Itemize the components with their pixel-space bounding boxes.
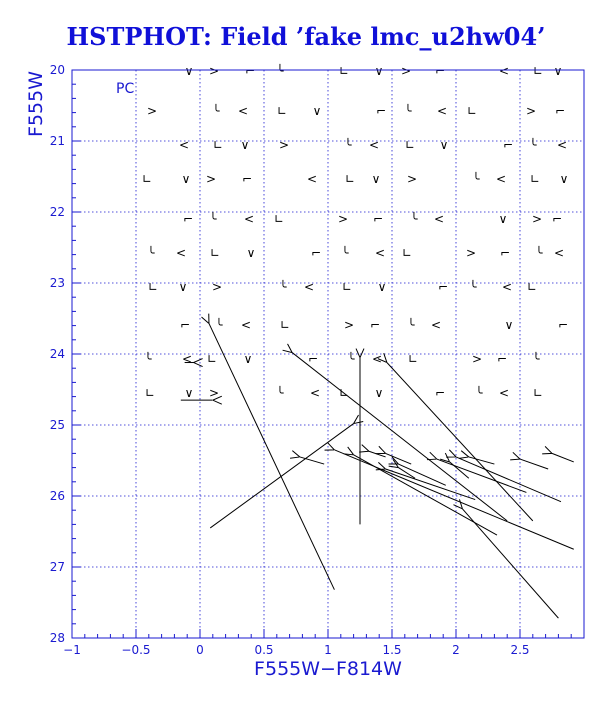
error-vector (386, 469, 476, 500)
small-vector-glyph: ∨ (243, 352, 253, 366)
error-vector (387, 363, 533, 521)
y-tick-label: 23 (49, 276, 65, 290)
y-tick-label: 26 (49, 489, 65, 503)
small-vector-glyph: ╰ (529, 138, 537, 152)
small-vector-glyph: ∨ (246, 246, 256, 260)
small-vector-glyph: > (400, 64, 412, 78)
small-vector-glyph: < (501, 280, 513, 294)
y-tick-label: 24 (49, 347, 65, 361)
small-vector-glyph: < (175, 246, 187, 260)
small-vector-glyph: ╰ (212, 104, 220, 118)
small-vector-glyph: ╰ (469, 280, 477, 294)
small-vector-glyph: ⌐ (372, 212, 384, 226)
small-vector-glyph: > (531, 212, 543, 226)
small-vector-glyph: < (306, 172, 318, 186)
small-vector-glyph: ∨ (371, 172, 381, 186)
small-vector-glyph: ╰ (341, 246, 349, 260)
error-vector (334, 450, 573, 549)
panel-label: PC (116, 81, 135, 97)
small-vector-glyph: < (368, 138, 380, 152)
small-vector-glyph: ∟ (344, 172, 356, 186)
small-vector-glyph: ∨ (178, 280, 188, 294)
small-vector-glyph: ╰ (279, 280, 287, 294)
small-vector-glyph: ∟ (466, 104, 478, 118)
small-vector-glyph: ⌐ (375, 104, 387, 118)
y-tick-label: 22 (49, 205, 65, 219)
small-vector-glyph: ∟ (338, 386, 350, 400)
vector-field (181, 323, 574, 618)
small-vector-glyph: ⌐ (496, 352, 508, 366)
small-vector-glyph: ∨ (553, 64, 563, 78)
chart-title: HSTPHOT: Field ’fake lmc_u2hw04’ (66, 22, 546, 51)
small-vector-glyph: ∨ (498, 212, 508, 226)
small-vector-glyph: ⌐ (434, 64, 446, 78)
small-vector-glyph: ∟ (338, 64, 350, 78)
small-vector-glyph: ⌐ (502, 138, 514, 152)
small-vector-glyph: ⌐ (182, 212, 194, 226)
small-vector-glyph: ∟ (209, 246, 221, 260)
small-vector-glyph: ∟ (144, 386, 156, 400)
small-vector-glyph: ╰ (209, 212, 217, 226)
small-vector-glyph: ∨ (374, 386, 384, 400)
small-vector-glyph: ╰ (472, 172, 480, 186)
small-vector-glyph: < (178, 138, 190, 152)
small-vector-glyph: > (343, 318, 355, 332)
small-vector-glyph: > (205, 172, 217, 186)
small-vector-glyph: ∟ (404, 138, 416, 152)
y-tick-label: 20 (49, 63, 65, 77)
small-vector-glyph: ⌐ (554, 104, 566, 118)
error-vector (462, 509, 558, 618)
x-tick-label: 1.5 (382, 643, 402, 657)
error-vector (369, 451, 386, 457)
small-vector-glyph: < (374, 246, 386, 260)
x-tick-label: −0.5 (121, 643, 151, 657)
small-vector-glyph: < (553, 246, 565, 260)
small-vector-glyph: > (208, 386, 220, 400)
small-vector-glyph: ⌐ (244, 64, 256, 78)
small-vector-glyph: < (498, 386, 510, 400)
small-vector-glyph: ∨ (377, 280, 387, 294)
small-vector-glyph: < (498, 64, 510, 78)
small-vector-glyph: < (436, 104, 448, 118)
y-tick-label: 27 (49, 560, 65, 574)
small-vector-glyph: > (337, 212, 349, 226)
small-vector-glyph: < (371, 352, 383, 366)
small-vector-glyph: ∨ (184, 64, 194, 78)
small-vector-glyph: < (430, 318, 442, 332)
small-vector-glyph: ⌐ (434, 386, 446, 400)
small-vector-glyph: ∨ (181, 172, 191, 186)
small-vector-glyph: ∟ (206, 352, 218, 366)
small-vector-glyph: ∟ (212, 138, 224, 152)
small-vector-glyph: ∟ (147, 280, 159, 294)
small-vector-glyph: ⌐ (310, 246, 322, 260)
small-vector-glyph: ∨ (240, 138, 250, 152)
x-axis-label: F555W−F814W (254, 658, 402, 680)
x-tick-label: 0.5 (254, 643, 274, 657)
small-vector-glyph: ╰ (535, 246, 543, 260)
small-vector-glyph: ╰ (344, 138, 352, 152)
small-vector-glyph: ∟ (341, 280, 353, 294)
small-vector-glyph: < (303, 280, 315, 294)
small-vector-glyph: ∨ (504, 318, 514, 332)
small-vector-glyph: ∨ (439, 138, 449, 152)
small-vector-glyph: ∟ (401, 246, 413, 260)
small-vector-glyph: ╰ (347, 352, 355, 366)
small-vector-glyph: ╰ (215, 318, 223, 332)
small-vector-glyph: ╰ (404, 104, 412, 118)
small-vector-glyph: ╰ (410, 212, 418, 226)
y-tick-label: 21 (49, 134, 65, 148)
y-axis-label: F555W (25, 71, 47, 137)
small-vector-glyph: ∟ (529, 172, 541, 186)
small-vector-glyph: ⌐ (557, 318, 569, 332)
small-vector-glyph: ⌐ (307, 352, 319, 366)
small-vector-glyph: ⌐ (369, 318, 381, 332)
small-vector-glyph: ╰ (276, 64, 284, 78)
small-vector-glyph: ∟ (276, 104, 288, 118)
small-vector-glyph: < (237, 104, 249, 118)
small-vector-glyph: > (211, 280, 223, 294)
small-vector-glyph: ∟ (526, 280, 538, 294)
small-vector-glyph: > (146, 104, 158, 118)
small-vector-glyph: ∨ (312, 104, 322, 118)
error-vector (520, 459, 548, 469)
x-tick-label: 0 (196, 643, 204, 657)
small-vector-glyph: ∟ (532, 64, 544, 78)
small-vector-glyph: ╰ (144, 352, 152, 366)
small-vector-glyph: < (240, 318, 252, 332)
small-vector-glyph: > (471, 352, 483, 366)
x-tick-label: −1 (63, 643, 81, 657)
error-vector (552, 453, 574, 462)
small-vector-glyph: > (525, 104, 537, 118)
x-tick-label: 1 (324, 643, 332, 657)
small-vector-glyph: > (406, 172, 418, 186)
small-vector-glyph: < (243, 212, 255, 226)
small-vector-glyph: ╰ (276, 386, 284, 400)
small-vector-glyph: < (181, 352, 193, 366)
small-vector-glyph: ╰ (147, 246, 155, 260)
error-vector (386, 453, 412, 464)
small-vector-glyph: ⌐ (551, 212, 563, 226)
small-vector-glyph: ⌐ (179, 318, 191, 332)
x-tick-label: 2.5 (510, 643, 530, 657)
error-vector (210, 424, 353, 528)
small-vector-glyph: ∨ (184, 386, 194, 400)
small-vector-glyph: ∟ (532, 386, 544, 400)
error-vector (469, 457, 495, 464)
small-vector-glyph: ∟ (141, 172, 153, 186)
small-vector-glyph: ╰ (532, 352, 540, 366)
y-tick-label: 25 (49, 418, 65, 432)
small-vector-glyphs (142, 63, 568, 400)
y-tick-label: 28 (49, 631, 65, 645)
small-vector-glyph: ╰ (407, 318, 415, 332)
small-vector-glyph: ∨ (374, 64, 384, 78)
small-vector-glyph: ∨ (559, 172, 569, 186)
small-vector-glyph: ∟ (407, 352, 419, 366)
small-vector-glyph: ╰ (475, 386, 483, 400)
small-vector-glyph: > (278, 138, 290, 152)
small-vector-glyph: > (465, 246, 477, 260)
small-vector-glyph: ∟ (279, 318, 291, 332)
small-vector-glyph: < (309, 386, 321, 400)
small-vector-glyph: ∟ (273, 212, 285, 226)
small-vector-glyph: ⌐ (499, 246, 511, 260)
small-vector-glyph: ⌐ (437, 280, 449, 294)
x-tick-label: 2 (452, 643, 460, 657)
small-vector-glyph: < (433, 212, 445, 226)
small-vector-glyph: < (556, 138, 568, 152)
small-vector-glyph: < (495, 172, 507, 186)
small-vector-glyph: ⌐ (241, 172, 253, 186)
small-vector-glyph: > (208, 64, 220, 78)
